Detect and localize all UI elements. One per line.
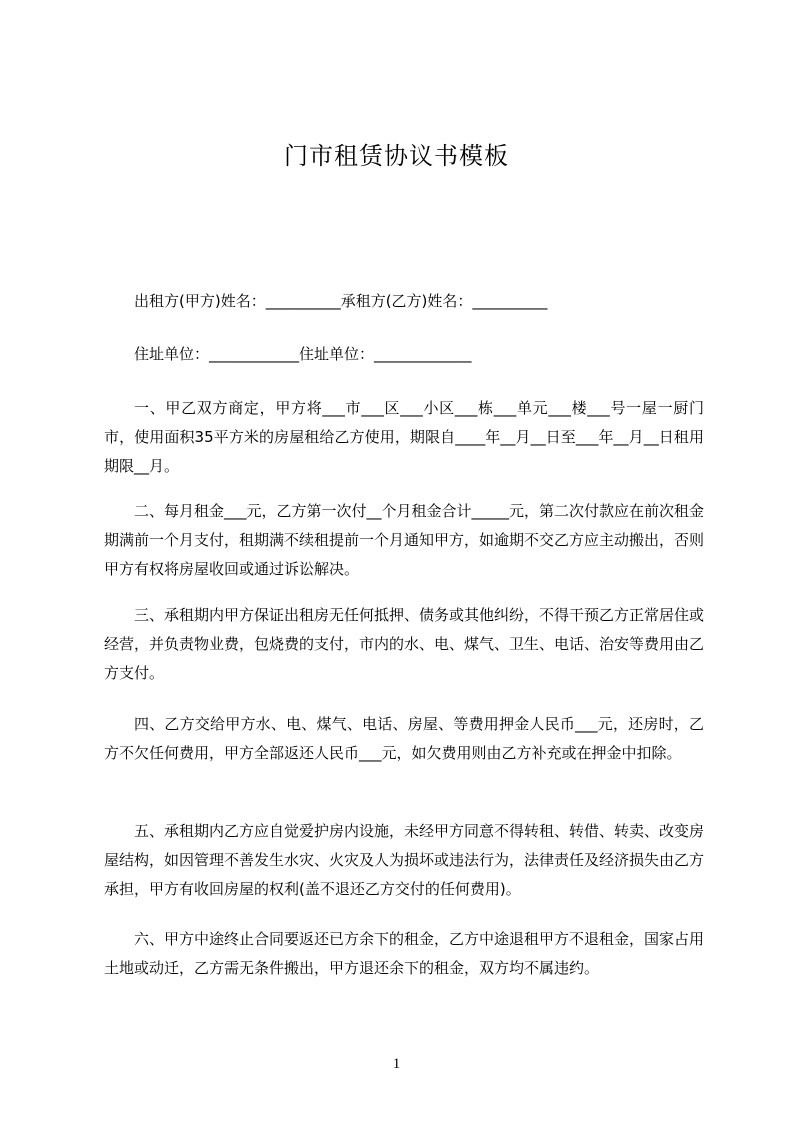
- document-title: 门市租赁协议书模板: [284, 142, 509, 170]
- clause-5: 五、承租期内乙方应自觉爱护房内设施，未经甲方同意不得转租、转借、转卖、改变房屋结构，如因管理不善发生水灾、火灾及人为损坏或违法行为，法律责任及经济损失由乙方承担，甲方有收回房屋的权利(盖不退还乙方交付的任何费用)。: [104, 822, 705, 898]
- address-line: 住址单位：____________住址单位：_____________: [134, 345, 472, 363]
- clause-6: 六、甲方中途终止合同要返还已方余下的租金，乙方中途退租甲方不退租金，国家占用土地或动迁，乙方需无条件搬出，甲方退还余下的租金，双方均不属违约。: [104, 930, 705, 977]
- clause-4: 四、乙方交给甲方水、电、煤气、电话、房屋、等费用押金人民币___元，还房时，乙方不欠任何费用，甲方全部返还人民币___元，如欠费用则由乙方补充或在押金中扣除。: [104, 715, 704, 762]
- page-number: 1: [392, 1056, 401, 1072]
- clause-2: 二、每月租金___元，乙方第一次付__个月租金合计_____元，第二次付款应在前次租金期满前一个月支付，租期满不续租提前一个月通知甲方，如逾期不交乙方应主动搬出，否则甲方有权将房屋收回或通过诉讼解决。: [104, 502, 705, 578]
- clause-3: 三、承租期内甲方保证出租房无任何抵押、债务或其他纠纷，不得干预乙方正常居住或经营，并负责物业费，包烧费的支付，市内的水、电、煤气、卫生、电话、治安等费用由乙方支付。: [104, 606, 705, 682]
- clause-1: 一、甲乙双方商定，甲方将___市___区___小区___栋___单元___楼___号一屋一厨门市，使用面积35平方米的房屋租给乙方使用，期限自____年__月__日至___年__月__日租用期限__月。: [104, 399, 704, 475]
- parties-line: 出租方(甲方)姓名：__________承租方(乙方)姓名：__________: [134, 292, 548, 310]
